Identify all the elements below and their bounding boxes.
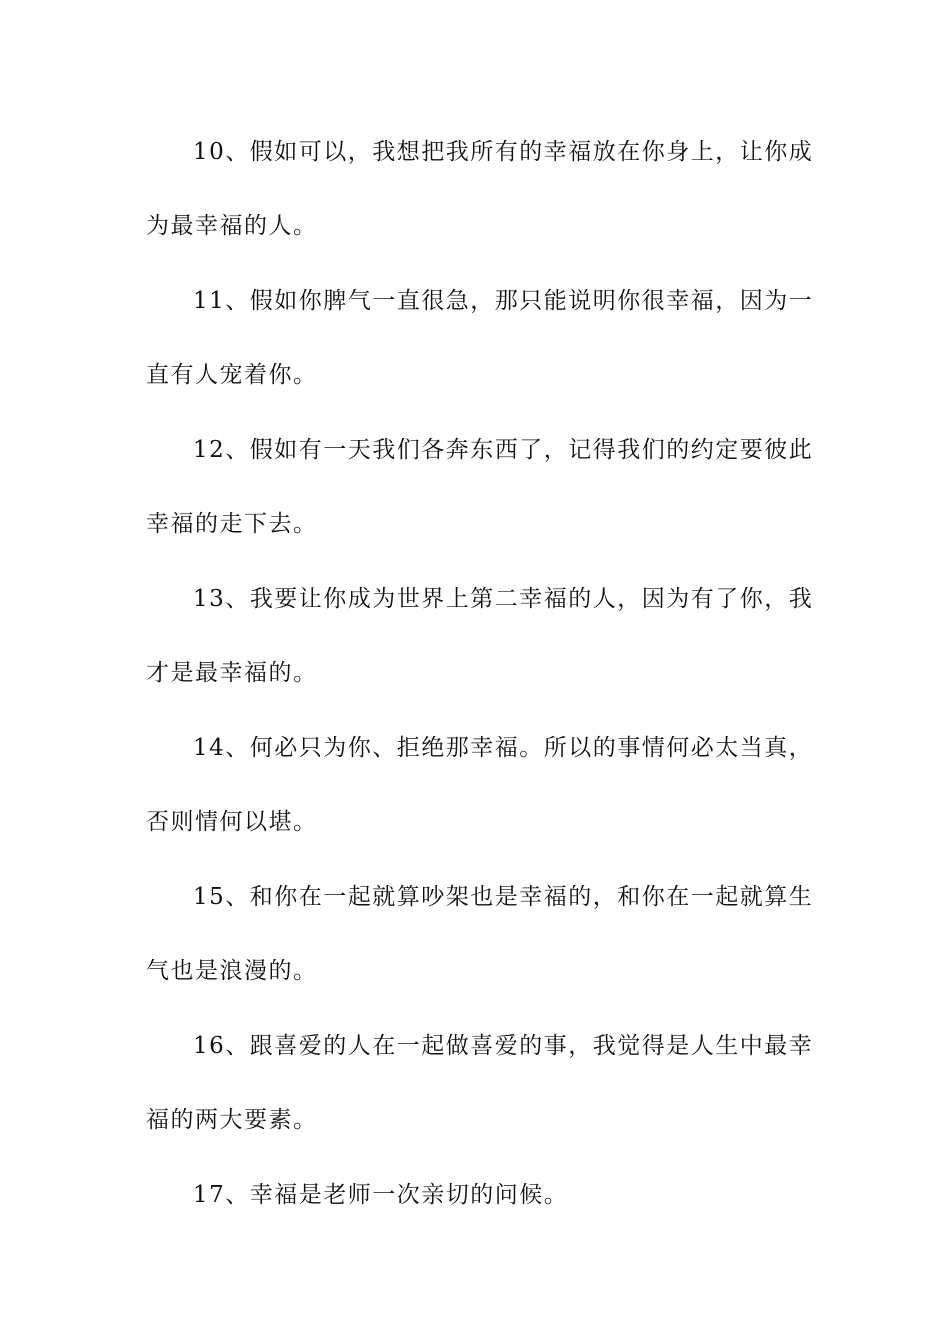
item-12-line-2: 幸福的走下去。 [146,511,318,537]
item-11-line-2: 直有人宠着你。 [146,362,318,388]
item-14-line-2: 否则情何以堪。 [146,809,318,835]
item-16-line-1: 16、跟喜爱的人在一起做喜爱的事，我觉得是人生中最幸 [193,1033,814,1059]
item-17-line-1: 17、幸福是老师一次亲切的问候。 [193,1182,569,1208]
item-11-line-1: 11、假如你脾气一直很急，那只能说明你很幸福，因为一 [193,288,814,314]
item-13-line-1: 13、我要让你成为世界上第二幸福的人，因为有了你，我 [193,586,814,612]
item-12-line-1: 12、假如有一天我们各奔东西了，记得我们的约定要彼此 [193,437,814,463]
item-13-line-2: 才是最幸福的。 [146,660,318,686]
item-16-line-2: 福的两大要素。 [146,1107,318,1133]
item-15-line-1: 15、和你在一起就算吵架也是幸福的，和你在一起就算生 [193,884,814,910]
item-14-line-1: 14、何必只为你、拒绝那幸福。所以的事情何必太当真， [193,735,814,761]
item-10-line-1: 10、假如可以，我想把我所有的幸福放在你身上，让你成 [193,139,814,165]
item-15-line-2: 气也是浪漫的。 [146,958,318,984]
item-10-line-2: 为最幸福的人。 [146,213,318,239]
